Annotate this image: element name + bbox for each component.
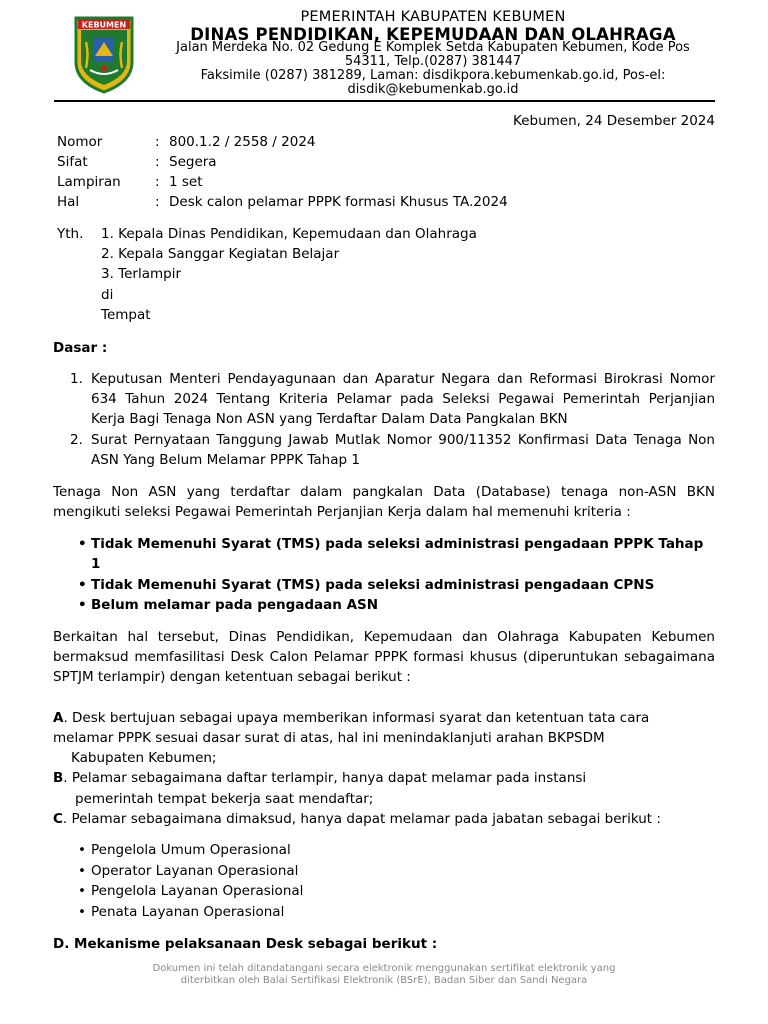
meta-label: Lampiran xyxy=(57,174,121,190)
address-line: disdik@kebumenkab.go.id xyxy=(347,82,519,97)
point-a xyxy=(53,708,649,728)
footer-line: diterbitkan oleh Balai Sertifikasi Elektronik (BSrE), Badan Siber dan Sandi Negara xyxy=(180,974,588,986)
header-agency: DINAS PENDIDIKAN, KEPEMUDAAN DAN OLAHRAGA xyxy=(190,25,676,44)
header-divider xyxy=(54,100,715,102)
dasar-line: Surat Pernyataan Tanggung Jawab Mutlak Nomor 900/11352 Konfirmasi Data Tenaga Non xyxy=(91,432,715,448)
address-line: Jalan Merdeka No. 02 Gedung E Komplek Setda Kabupaten Kebumen, Kode Pos xyxy=(176,40,690,55)
criteria-item: • Tidak Memenuhi Syarat (TMS) pada seleksi administrasi pengadaan CPNS xyxy=(91,575,654,595)
point-text: . Pelamar sebagaimana dimaksud, hanya dapat melamar pada jabatan sebagai berikut : xyxy=(62,811,661,827)
intro-line: mengikuti seleksi Pegawai Pemerintah Perjanjian Kerja dalam hal memenuhi kriteria : xyxy=(53,504,631,520)
meta-subject: Desk calon pelamar PPPK formasi Khusus TA.2024 xyxy=(169,194,508,210)
meta-separator: : xyxy=(155,174,160,190)
recipient-line: 1. Kepala Dinas Pendidikan, Kepemudaan dan Olahraga xyxy=(101,226,477,242)
criteria-item: • Belum melamar pada pengadaan ASN xyxy=(91,595,378,615)
meta-label: Hal xyxy=(57,194,80,210)
position-item: • Operator Layanan Operasional xyxy=(91,861,298,881)
footer-line: Dokumen ini telah ditandatangani secara elektronik menggunakan sertifikat elektronik yang xyxy=(152,963,616,974)
e-signature-notice xyxy=(120,963,648,986)
meta-separator: : xyxy=(155,194,160,210)
position-item: • Pengelola Layanan Operasional xyxy=(91,881,303,901)
dasar-line: ASN Yang Belum Melamar PPPK Tahap 1 xyxy=(91,452,360,468)
point-letter: C xyxy=(53,811,63,827)
meta-attachment: 1 set xyxy=(169,174,203,190)
point-b xyxy=(53,768,586,788)
letter-date: Kebumen, 24 Desember 2024 xyxy=(513,113,715,129)
dasar-line: 634 Tahun 2024 Tentang Kriteria Pelamar pada Seleksi Pegawai Pemerintah Perjanjian xyxy=(91,391,715,407)
address-line: Faksimile (0287) 381289, Laman: disdikpora.kebumenkab.go.id, Pos-el: xyxy=(200,68,666,83)
criteria-item-cont: 1 xyxy=(91,556,101,572)
point-text: . Pelamar sebagaimana daftar terlampir, hanya dapat melamar pada instansi xyxy=(63,770,587,786)
meta-nature: Segera xyxy=(169,154,217,170)
header-government: PEMERINTAH KABUPATEN KEBUMEN xyxy=(300,9,566,25)
recipient-line: Tempat xyxy=(101,307,151,323)
mechanism-heading: D. Mekanisme pelaksanaan Desk sebagai berikut : xyxy=(53,936,438,952)
point-b-cont: pemerintah tempat bekerja saat mendaftar; xyxy=(75,791,374,807)
address-line: 54311, Telp.(0287) 381447 xyxy=(344,54,522,69)
recipients-label: Yth. xyxy=(57,226,84,242)
recipient-line: di xyxy=(101,287,114,303)
logo-text: KEBUMEN xyxy=(81,20,127,30)
point-a-cont: Kabupaten Kebumen; xyxy=(71,750,217,766)
point-c xyxy=(53,809,661,829)
header-address xyxy=(150,41,716,97)
meta-number: 800.1.2 / 2558 / 2024 xyxy=(169,134,316,150)
kebumen-regency-emblem xyxy=(72,12,136,94)
meta-label: Sifat xyxy=(57,154,88,170)
para-line: Berkaitan hal tersebut, Dinas Pendidikan, Kepemudaan dan Olahraga Kabupaten Kebumen xyxy=(53,629,715,645)
dasar-line: Keputusan Menteri Pendayagunaan dan Aparatur Negara dan Reformasi Birokrasi Nomor xyxy=(91,371,715,387)
criteria-item: • Tidak Memenuhi Syarat (TMS) pada seleksi administrasi pengadaan PPPK Tahap xyxy=(91,534,703,554)
dasar-line: Kerja Bagi Tenaga Non ASN yang Terdaftar Dalam Data Pangkalan BKN xyxy=(91,411,568,427)
para-line: SPTJM terlampir) dengan ketentuan sebagai berikut : xyxy=(53,669,411,685)
recipient-line: 2. Kepala Sanggar Kegiatan Belajar xyxy=(101,246,340,262)
position-item: • Penata Layanan Operasional xyxy=(91,902,284,922)
intro-line: Tenaga Non ASN yang terdaftar dalam pangkalan Data (Database) tenaga non-ASN BKN xyxy=(53,484,715,500)
para-line: bermaksud memfasilitasi Desk Calon Pelamar PPPK formasi khusus (diperuntukan sebagaimana xyxy=(53,649,715,665)
meta-separator: : xyxy=(155,134,160,150)
dasar-number: 2. xyxy=(70,432,83,448)
meta-label: Nomor xyxy=(57,134,103,150)
point-text: . Desk bertujuan sebagai upaya memberikan informasi syarat dan ketentuan tata cara xyxy=(63,710,650,726)
position-item: • Pengelola Umum Operasional xyxy=(91,840,291,860)
point-letter: A xyxy=(53,710,64,726)
recipient-line: 3. Terlampir xyxy=(101,266,182,282)
point-a-cont: melamar PPPK sesuai dasar surat di atas, hal ini menindaklanjuti arahan BKPSDM xyxy=(53,730,605,746)
dasar-heading: Dasar : xyxy=(53,340,108,356)
dasar-number: 1. xyxy=(70,371,83,387)
point-letter: B xyxy=(53,770,64,786)
meta-separator: : xyxy=(155,154,160,170)
